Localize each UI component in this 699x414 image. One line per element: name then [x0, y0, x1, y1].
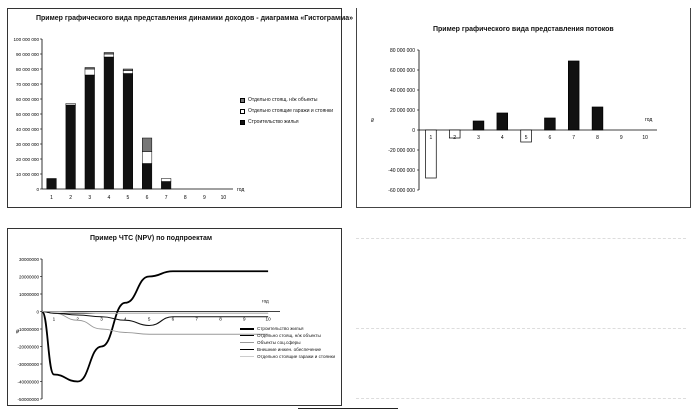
- y-tick-label: -60 000 000: [388, 187, 415, 194]
- x-tick-label: 3: [88, 195, 92, 201]
- bar-segment: [104, 54, 114, 57]
- legend-line: [240, 356, 254, 357]
- y-tick-label: 10000000: [18, 291, 39, 297]
- bar-segment: [104, 57, 114, 189]
- y-tick-label: 0: [36, 186, 39, 192]
- bar: [592, 107, 603, 130]
- y-tick-label: 0: [412, 127, 415, 134]
- y-tick-label: 80 000 000: [16, 66, 39, 72]
- bar-segment: [85, 69, 95, 75]
- bar-segment: [85, 75, 95, 189]
- x-axis-label: год: [237, 187, 245, 193]
- bar-segment: [104, 53, 114, 55]
- y-tick-label: -50000000: [17, 396, 39, 402]
- bar-segment: [161, 182, 171, 190]
- x-tick-label: 9: [202, 195, 206, 201]
- bar-segment: [142, 152, 152, 164]
- legend-label: Объекты соц.сферы: [257, 340, 301, 345]
- bar-segment: [85, 68, 95, 70]
- legend-label: Внешние инжен. обеспечение: [257, 347, 322, 352]
- legend-item: [240, 339, 335, 346]
- npv-lines-legend: [240, 325, 335, 360]
- flows-chart: [357, 8, 690, 206]
- x-tick-label: 2: [453, 135, 457, 141]
- npv-subprojects-panel: [7, 228, 342, 406]
- y-tick-label: 20 000 000: [389, 107, 415, 114]
- legend-item: [240, 325, 335, 332]
- y-tick-label: 70 000 000: [16, 81, 39, 87]
- footer-rule: [298, 408, 398, 409]
- histogram-legend: [240, 95, 333, 128]
- x-tick-label: 4: [107, 195, 111, 201]
- legend-line: [240, 328, 254, 330]
- legend-item: [240, 346, 335, 353]
- y-tick-label: 60 000 000: [16, 96, 39, 102]
- legend-item: [240, 106, 333, 117]
- bar: [497, 113, 508, 130]
- y-tick-label: -10000000: [17, 326, 39, 332]
- x-tick-label: 4: [124, 316, 127, 322]
- y-tick-label: 20000000: [18, 274, 39, 280]
- x-tick-label: 2: [76, 316, 79, 322]
- npv-lines-chart: [8, 229, 341, 405]
- bar: [545, 118, 556, 130]
- legend-label: Строительство жилья: [257, 326, 304, 331]
- y-tick-label: -20 000 000: [388, 147, 415, 154]
- scan-artifact: [356, 238, 686, 240]
- legend-line: [240, 342, 254, 343]
- bar-segment: [142, 164, 152, 190]
- income-histogram-panel: [7, 8, 354, 208]
- x-tick-label: 5: [126, 195, 130, 201]
- x-tick-label: 5: [524, 135, 528, 141]
- scan-artifact: [356, 328, 686, 330]
- x-tick-label: 6: [548, 135, 552, 141]
- legend-item: [240, 332, 335, 339]
- y-tick-label: -20000000: [17, 344, 39, 350]
- legend-label: Отдельно стоящ. н/ж объекты: [248, 97, 318, 103]
- bar-segment: [123, 71, 133, 74]
- legend-line: [240, 335, 254, 336]
- legend-swatch: [240, 98, 245, 103]
- legend-label: Отдельно стоящие гаражи и стоянки: [257, 354, 336, 359]
- y-axis-label: ₽: [16, 329, 20, 336]
- bar: [568, 61, 579, 130]
- x-tick-label: 10: [642, 135, 648, 141]
- x-tick-label: 4: [500, 135, 504, 141]
- y-tick-label: 30 000 000: [16, 141, 39, 147]
- y-tick-label: 30000000: [18, 256, 39, 262]
- x-tick-label: 2: [69, 195, 73, 201]
- x-tick-label: 8: [219, 316, 222, 322]
- legend-swatch: [240, 120, 245, 125]
- x-tick-label: 10: [265, 316, 271, 322]
- y-axis-label: ₽: [371, 118, 375, 124]
- x-tick-label: 9: [619, 135, 623, 141]
- bar-segment: [123, 74, 133, 190]
- legend-item: [240, 117, 333, 128]
- x-axis-label: год: [645, 117, 653, 123]
- x-axis-label: год: [262, 298, 269, 304]
- bar-segment: [142, 138, 152, 152]
- y-tick-label: 50 000 000: [16, 111, 39, 117]
- scan-artifact: [356, 398, 686, 400]
- bar: [473, 121, 484, 130]
- x-tick-label: 9: [243, 316, 246, 322]
- bar-segment: [161, 179, 171, 182]
- legend-label: Отдельно стоящ. н/ж объекты: [257, 333, 321, 338]
- x-tick-label: 5: [147, 316, 151, 322]
- legend-line: [240, 349, 254, 350]
- y-tick-label: 80 000 000: [389, 47, 415, 54]
- y-tick-label: 40 000 000: [16, 126, 39, 132]
- legend-item: [240, 353, 335, 360]
- y-tick-label: 100 000 000: [13, 36, 39, 42]
- x-tick-label: 6: [171, 316, 175, 322]
- x-tick-label: 7: [164, 195, 168, 201]
- y-tick-label: -30000000: [17, 361, 39, 367]
- x-tick-label: 3: [100, 316, 103, 322]
- x-tick-label: 7: [195, 316, 198, 322]
- y-tick-label: -40 000 000: [388, 167, 415, 174]
- x-tick-label: 7: [572, 135, 576, 141]
- flows-title: Пример графического вида представления потоков: [433, 26, 614, 33]
- bar-segment: [47, 179, 57, 190]
- series-line: [42, 271, 268, 381]
- flows-panel: [356, 8, 691, 208]
- legend-label: Отдельно стоящие гаражи и стоянки: [248, 108, 334, 114]
- histogram-title: Пример графического вида представления динамики доходов - диаграмма «Гистограмма»: [36, 15, 354, 22]
- legend-item: [240, 95, 333, 106]
- y-tick-label: 60 000 000: [389, 67, 415, 74]
- bar-segment: [66, 105, 76, 189]
- x-tick-label: 3: [477, 135, 480, 141]
- bar-segment: [123, 69, 133, 71]
- y-tick-label: 20 000 000: [16, 156, 39, 162]
- y-tick-label: 40 000 000: [389, 87, 415, 94]
- y-tick-label: 10 000 000: [16, 171, 39, 177]
- x-tick-label: 1: [50, 195, 53, 201]
- x-tick-label: 1: [52, 316, 56, 322]
- y-tick-label: 0: [36, 309, 39, 315]
- x-tick-label: 1: [429, 135, 433, 141]
- x-tick-label: 8: [183, 195, 187, 201]
- npv-lines-title: Пример ЧТС (NPV) по подпроектам: [90, 235, 213, 242]
- y-tick-label: -40000000: [17, 379, 39, 385]
- y-tick-label: 90 000 000: [16, 51, 39, 57]
- x-tick-label: 8: [596, 135, 599, 141]
- x-tick-label: 10: [220, 195, 227, 201]
- legend-swatch: [240, 109, 245, 114]
- legend-label: Строительство жилья: [248, 119, 299, 125]
- bar-segment: [66, 104, 76, 106]
- x-tick-label: 6: [145, 195, 149, 201]
